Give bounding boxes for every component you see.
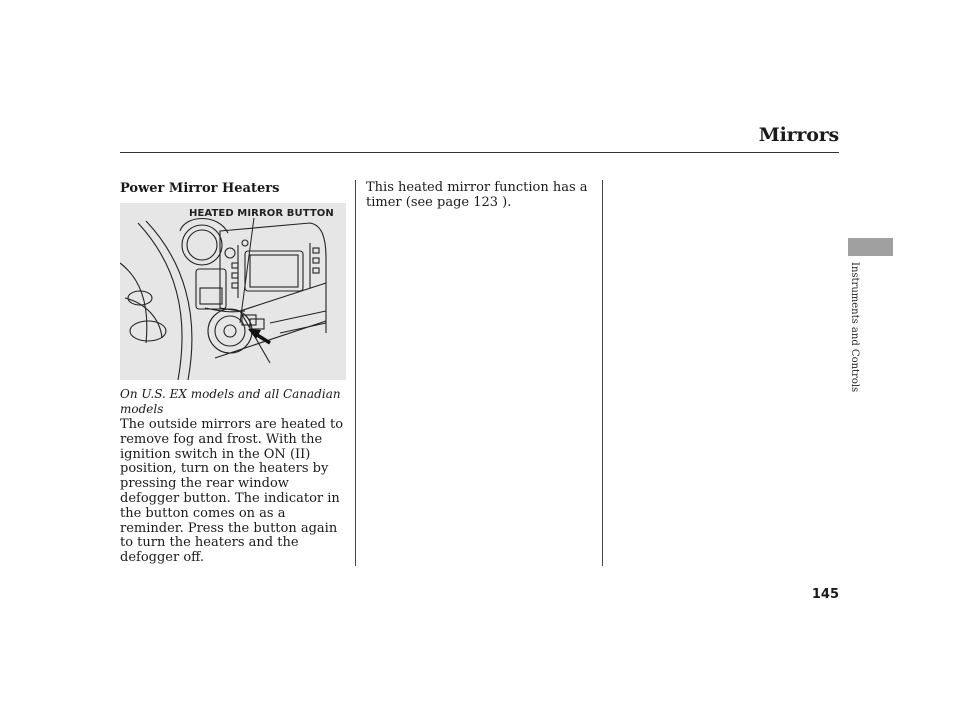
column-divider-left bbox=[355, 180, 356, 566]
page-number: 145 bbox=[811, 587, 839, 602]
body-paragraph: The outside mirrors are heated to remove fog and frost. With the ignition switch in the ON (II) position, turn on the heaters by pressing the rear window defogger button. The indicator in the button comes on as a reminder. Press the button again to turn the heaters and the defogger off. bbox=[120, 417, 344, 566]
timer-note: This heated mirror function has a timer (see page 123 ). bbox=[366, 180, 588, 210]
dashboard-illustration bbox=[120, 203, 346, 380]
column-divider-right bbox=[602, 180, 603, 566]
title-divider bbox=[120, 152, 839, 153]
figure-callout: HEATED MIRROR BUTTON bbox=[189, 208, 334, 219]
section-tab-label: Instruments and Controls bbox=[849, 262, 860, 393]
section-heading: Power Mirror Heaters bbox=[120, 181, 280, 196]
figure-caption: On U.S. EX models and all Canadian models bbox=[120, 387, 341, 416]
section-tab bbox=[848, 238, 893, 256]
dashboard-drawing bbox=[120, 203, 346, 380]
page-title: Mirrors bbox=[758, 124, 839, 146]
